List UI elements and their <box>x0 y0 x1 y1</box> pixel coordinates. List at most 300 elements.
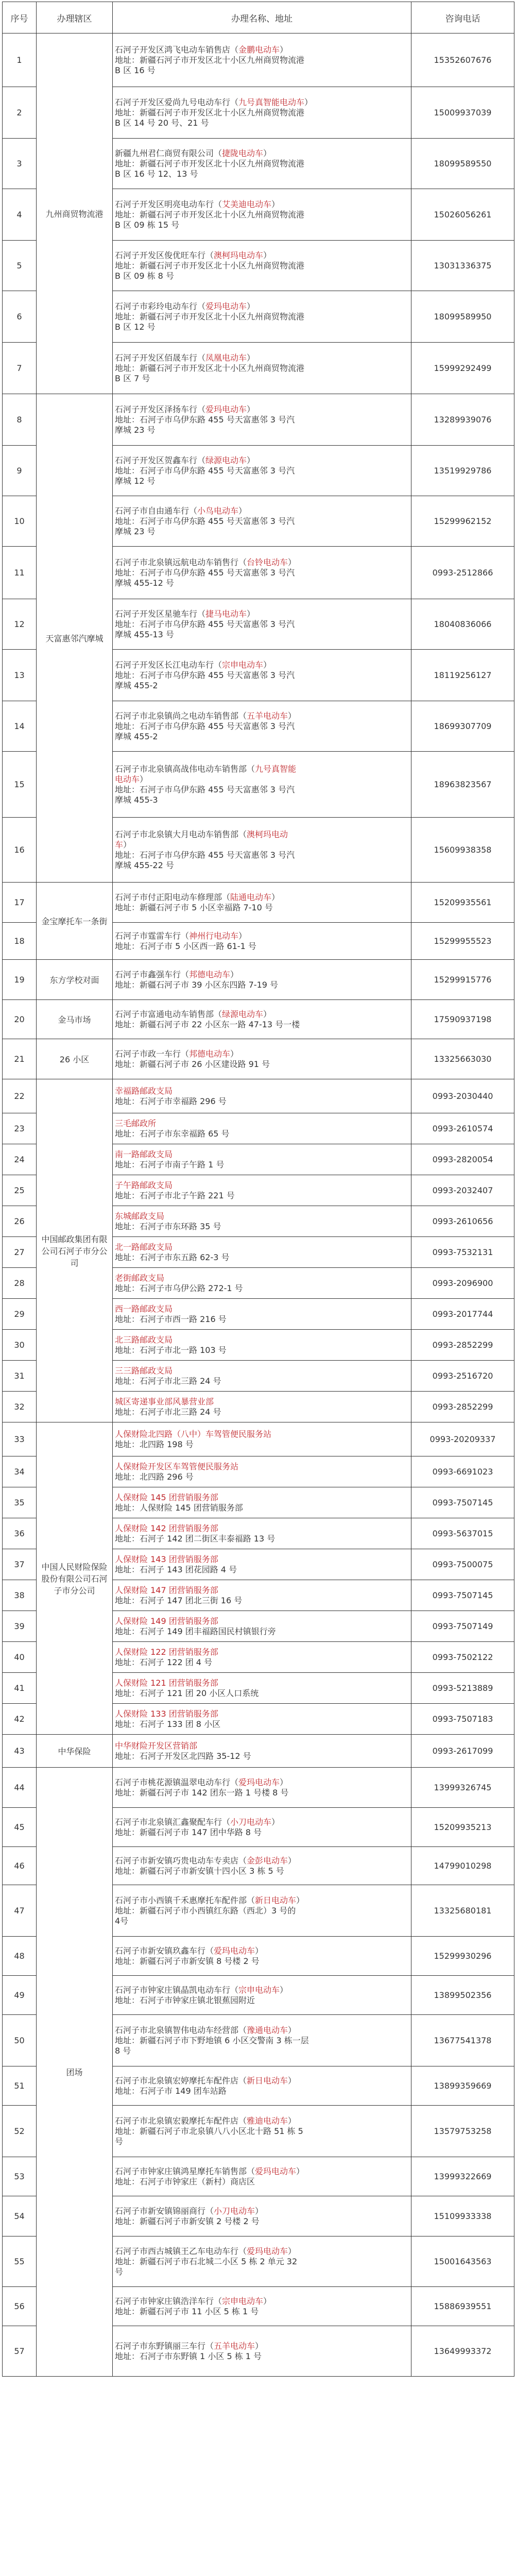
row-number: 42 <box>3 1704 37 1735</box>
row-number: 41 <box>3 1673 37 1704</box>
phone-number: 15001643563 <box>411 2236 514 2287</box>
name-address-cell <box>113 960 411 1000</box>
phone-number: 18119256127 <box>411 650 514 701</box>
row-number: 47 <box>3 1885 37 1937</box>
row-number: 16 <box>3 818 37 883</box>
row-number: 48 <box>3 1937 37 1976</box>
text-line <box>115 1129 409 1139</box>
text-line <box>115 1222 409 1232</box>
name-address-cell <box>113 2236 411 2287</box>
text-line <box>115 1817 409 1827</box>
line-suffix: ） <box>296 2166 305 2176</box>
phone-number: 13325680181 <box>411 1885 514 1937</box>
phone-number: 0993-7507149 <box>411 1611 514 1642</box>
text-line <box>115 2116 409 2126</box>
line-suffix: ） <box>230 1048 239 1059</box>
phone-number: 0993-2820054 <box>411 1144 514 1175</box>
row-number: 14 <box>3 701 37 752</box>
brand-name: 人保财险开发区车驾管便民服务站 <box>115 1461 239 1471</box>
table-row <box>3 1422 514 1456</box>
line-suffix: ） <box>247 352 255 363</box>
table-row <box>3 1079 514 1113</box>
line-text: 地址：石河子市东环路 35 号 <box>115 1221 221 1231</box>
text-line <box>115 1180 409 1191</box>
line-text: 地址：新疆石河子市开发区北十小区九州商贸物流港 <box>115 158 305 168</box>
row-number: 39 <box>3 1611 37 1642</box>
brand-name: 金鹏电动车 <box>238 44 280 55</box>
line-text: 地址：石河子市幸福路 296 号 <box>115 1096 227 1106</box>
text-line <box>115 148 409 159</box>
text-line <box>115 404 409 415</box>
brand-name: 新日电动车 <box>255 1895 297 1905</box>
line-text: 地址：新疆石河子市 22 小区东一路 47-13 号一楼 <box>115 1019 300 1029</box>
line-text: 地址：石河子市北子午路 221 号 <box>115 1190 235 1200</box>
name-address-cell <box>113 241 411 291</box>
line-text: B 区 7 号 <box>115 373 150 383</box>
text-line <box>115 210 409 220</box>
brand-name: 九号真智能电动车 <box>238 97 305 107</box>
area-cell: 金宝摩托车一条街 <box>37 883 113 960</box>
text-line <box>115 568 409 578</box>
brand-name: 人保财险 145 团营销服务部 <box>115 1492 218 1502</box>
line-text: 石河子市自由通车行（ <box>115 505 198 516</box>
row-number: 53 <box>3 2157 37 2196</box>
name-address-cell <box>113 1976 411 2015</box>
line-text: 摩城 455-13 号 <box>115 629 174 639</box>
line-text: 石河子市钟家庄镇鸿星摩托车销售部（ <box>115 2166 255 2176</box>
text-line <box>115 2166 409 2177</box>
row-number: 54 <box>3 2196 37 2236</box>
name-address-cell <box>113 1768 411 1808</box>
line-suffix: ） <box>288 557 297 567</box>
line-text: 石河子市桃花源镇温翠电动车行（ <box>115 1777 239 1787</box>
text-line <box>115 1985 409 1995</box>
text-line <box>115 2267 409 2277</box>
line-text: 石河子开发区明亮电动车行（ <box>115 199 222 209</box>
phone-number: 15209935213 <box>411 1808 514 1847</box>
line-suffix: ） <box>230 969 239 979</box>
text-line <box>115 159 409 169</box>
line-suffix: ） <box>263 2296 272 2306</box>
name-address-cell <box>113 2015 411 2066</box>
line-text: 地址：石河子市乌伊公路 272-1 号 <box>115 1283 243 1293</box>
name-address-cell <box>113 394 411 446</box>
row-number: 57 <box>3 2326 37 2377</box>
line-suffix: ） <box>288 2246 297 2256</box>
line-suffix: ） <box>263 659 272 670</box>
line-suffix: ） <box>280 1777 288 1787</box>
line-text: 地址：新疆石河子市开发区北十小区九州商贸物流港 <box>115 209 305 219</box>
text-line <box>115 1439 409 1450</box>
text-line <box>115 1252 409 1263</box>
line-text: 地址：石河子 143 团花园路 4 号 <box>115 1564 237 1574</box>
text-line <box>115 941 409 952</box>
text-line <box>115 1059 409 1070</box>
phone-number: 0993-7507145 <box>411 1487 514 1518</box>
text-line <box>115 1191 409 1201</box>
text-line <box>115 2296 409 2307</box>
line-text: 地址：石河子市乌伊东路 455 号天富惠邻 3 号汽 <box>115 850 295 860</box>
row-number: 45 <box>3 1808 37 1847</box>
name-address-cell <box>113 1611 411 1642</box>
name-address-cell <box>113 139 411 189</box>
phone-number: 0993-5213889 <box>411 1673 514 1704</box>
phone-number: 15209935561 <box>411 883 514 923</box>
name-address-cell <box>113 923 411 960</box>
line-suffix: ） <box>238 505 247 516</box>
row-number: 46 <box>3 1847 37 1885</box>
brand-name: 宗申电动车 <box>222 2296 264 2306</box>
name-address-cell <box>113 1642 411 1673</box>
table-row <box>3 960 514 1000</box>
row-number: 9 <box>3 446 37 496</box>
row-number: 40 <box>3 1642 37 1673</box>
phone-number: 0993-7507183 <box>411 1704 514 1735</box>
phone-number: 0993-2516720 <box>411 1361 514 1392</box>
phone-number: 0993-2852299 <box>411 1392 514 1422</box>
text-line <box>115 1503 409 1513</box>
text-line <box>115 557 409 568</box>
brand-name: 西一路邮政支局 <box>115 1303 173 1314</box>
row-number: 24 <box>3 1144 37 1175</box>
line-text: 地址：新疆石河子市 26 小区建设路 91 号 <box>115 1059 270 1069</box>
brand-name: 五羊电动车 <box>214 2341 255 2351</box>
text-line <box>115 1751 409 1761</box>
line-text: 地址：石河子市北三路 24 号 <box>115 1376 221 1386</box>
text-line <box>115 2216 409 2227</box>
text-line <box>115 1020 409 1030</box>
line-text: 石河子市北泉镇尚之电动车销售部（ <box>115 710 247 721</box>
name-address-cell <box>113 1113 411 1144</box>
line-text: 地址：新疆石河子市新安镇十四小区 3 栋 5 号 <box>115 1866 284 1876</box>
line-suffix: ） <box>280 44 288 55</box>
line-text: 地址：新疆石河子市石北城二小区 5 栋 2 单元 32 <box>115 2256 298 2266</box>
text-line <box>115 2086 409 2096</box>
text-line <box>115 2257 409 2267</box>
text-line <box>115 903 409 913</box>
brand-name: 凤凰电动车 <box>205 352 247 363</box>
text-line <box>115 1856 409 1866</box>
line-text: B 区 09 栋 8 号 <box>115 270 174 281</box>
text-line <box>115 1429 409 1439</box>
brand-name: 爱玛电动车 <box>238 1777 280 1787</box>
name-address-cell <box>113 1206 411 1237</box>
text-line <box>115 169 409 179</box>
line-text: 石河子开发区俊优旺车行（ <box>115 250 214 260</box>
text-line <box>115 2307 409 2317</box>
name-address-cell <box>113 701 411 752</box>
row-number: 44 <box>3 1768 37 1808</box>
name-address-cell <box>113 1144 411 1175</box>
phone-number: 13999326745 <box>411 1768 514 1808</box>
line-suffix: ） <box>123 839 132 850</box>
name-address-cell <box>113 599 411 650</box>
line-text: 摩城 12 号 <box>115 476 156 486</box>
text-line <box>115 65 409 76</box>
phone-number: 0993-2096900 <box>411 1268 514 1299</box>
line-text: 石河子市付正阳电动车修理部（ <box>115 892 231 902</box>
name-address-cell <box>113 1808 411 1847</box>
line-text: 地址：石河子 122 团 4 号 <box>115 1657 213 1667</box>
line-text: 地址：石河子 133 团 8 小区 <box>115 1719 221 1729</box>
phone-number: 0993-7500075 <box>411 1549 514 1580</box>
row-number: 33 <box>3 1422 37 1456</box>
line-text: 摩城 455-12 号 <box>115 578 174 588</box>
name-address-cell <box>113 1456 411 1487</box>
line-text: B 区 16 号 <box>115 65 156 75</box>
text-line <box>115 840 409 850</box>
phone-number: 18099589550 <box>411 139 514 189</box>
phone-number: 15109933338 <box>411 2196 514 2236</box>
line-text: 地址：新疆石河子市新安镇 8 号楼 2 号 <box>115 1956 260 1966</box>
row-number: 4 <box>3 189 37 241</box>
name-address-cell <box>113 496 411 547</box>
text-line <box>115 1314 409 1325</box>
line-text: 地址：石河子市乌伊东路 455 号天富惠邻 3 号汽 <box>115 414 295 425</box>
row-number: 56 <box>3 2287 37 2326</box>
name-address-cell <box>113 1079 411 1113</box>
phone-number: 15299915776 <box>411 960 514 1000</box>
text-line <box>115 455 409 466</box>
area-cell: 东方学校对面 <box>37 960 113 1000</box>
row-number: 19 <box>3 960 37 1000</box>
line-text: 地址：石河子市东幸福路 65 号 <box>115 1128 230 1139</box>
row-number: 51 <box>3 2066 37 2106</box>
phone-number: 13677541378 <box>411 2015 514 2066</box>
line-suffix: ） <box>238 930 247 941</box>
line-suffix: ） <box>271 1817 280 1827</box>
brand-name: 新日电动车 <box>247 2075 288 2086</box>
line-text: 石河子市北泉镇宏毅摩托车配件店（ <box>115 2115 247 2126</box>
line-text: 地址：石河子市西一路 216 号 <box>115 1314 227 1324</box>
line-suffix: ） <box>288 2115 297 2126</box>
row-number: 49 <box>3 1976 37 2015</box>
line-text: 号 <box>115 2266 124 2277</box>
text-line <box>115 970 409 980</box>
text-line <box>115 1946 409 1956</box>
phone-number: 18040836066 <box>411 599 514 650</box>
line-text: 石河子市鑫强车行（ <box>115 969 190 979</box>
area-cell: 中国邮政集团有限公司石河子市分公司 <box>37 1079 113 1422</box>
dealer-table-container <box>2 2 514 2377</box>
phone-number: 0993-2030440 <box>411 1079 514 1113</box>
phone-number: 13899359669 <box>411 2066 514 2106</box>
brand-name: 爱玛电动车 <box>255 2166 297 2176</box>
text-line <box>115 670 409 681</box>
text-line <box>115 619 409 630</box>
brand-name: 陆通电动车 <box>230 892 272 902</box>
name-address-cell <box>113 1268 411 1299</box>
text-line <box>115 1242 409 1252</box>
text-line <box>115 1596 409 1606</box>
name-address-cell <box>113 1330 411 1361</box>
brand-name: 绿源电动车 <box>222 1009 264 1019</box>
line-text: 地址：新疆石河子市北泉镇八八小区北十路 51 栋 5 <box>115 2126 303 2136</box>
line-text: 地址：石河子市钟家庄镇北银蕉园附近 <box>115 1995 255 2005</box>
phone-number: 18963823567 <box>411 752 514 818</box>
line-text: 石河子市北泉镇远航电动车销售行（ <box>115 557 247 567</box>
line-text: 石河子开发区泽扬车行（ <box>115 404 206 414</box>
line-text: 地址：石河子市东五路 62-3 号 <box>115 1252 230 1262</box>
text-line <box>115 1273 409 1283</box>
text-line <box>115 1335 409 1345</box>
text-line <box>115 415 409 425</box>
name-address-cell <box>113 2287 411 2326</box>
row-number: 7 <box>3 343 37 394</box>
line-text: 石河子市新安镇巧贵电动车专卖店（ <box>115 1855 247 1866</box>
brand-name: 中华财险开发区营销部 <box>115 1740 198 1751</box>
text-line <box>115 2341 409 2351</box>
text-line <box>115 1049 409 1059</box>
brand-name: 澳柯玛电动 <box>247 829 288 839</box>
brand-name: 三三路邮政支局 <box>115 1365 173 1376</box>
name-address-cell <box>113 2157 411 2196</box>
name-address-cell <box>113 2196 411 2236</box>
name-address-cell <box>113 1392 411 1422</box>
row-number: 38 <box>3 1580 37 1611</box>
line-text: 石河子市东野镇丽三车行（ <box>115 2341 214 2351</box>
line-text: 石河子市北泉镇智伟电动车经营部（ <box>115 2025 247 2035</box>
brand-name: 人保财险北四路（八中）车驾管便民服务站 <box>115 1429 272 1439</box>
brand-name: 三毛邮政所 <box>115 1118 157 1128</box>
line-suffix: ） <box>255 1945 264 1956</box>
phone-number: 0993-7507145 <box>411 1580 514 1611</box>
brand-name: 人保财险 142 团营销服务部 <box>115 1523 218 1533</box>
brand-name: 北一路邮政支局 <box>115 1242 173 1252</box>
brand-name: 人保财险 149 团营销服务部 <box>115 1616 218 1626</box>
phone-number: 0993-2032407 <box>411 1175 514 1206</box>
row-number: 11 <box>3 547 37 599</box>
text-line <box>115 97 409 108</box>
phone-number: 15009937039 <box>411 87 514 139</box>
text-line <box>115 1788 409 1798</box>
phone-number: 0993-2512866 <box>411 547 514 599</box>
text-line <box>115 1086 409 1096</box>
line-text: 石河子市小西镇千禾惠摩托车配件部（ <box>115 1895 255 1905</box>
name-address-cell <box>113 1937 411 1976</box>
line-text: 摩城 455-2 <box>115 680 158 690</box>
line-text: B 区 09 栋 15 号 <box>115 219 180 230</box>
text-line <box>115 1472 409 1482</box>
line-suffix: ） <box>280 1985 288 1995</box>
line-text: 地址：石河子 147 团北三街 16 号 <box>115 1595 243 1605</box>
text-line <box>115 312 409 322</box>
line-text: 地址：石河子市南子午路 1 号 <box>115 1159 225 1170</box>
line-suffix: ） <box>255 2206 264 2216</box>
line-suffix: ） <box>263 148 272 158</box>
name-address-cell <box>113 547 411 599</box>
text-line <box>115 1678 409 1688</box>
row-number: 30 <box>3 1330 37 1361</box>
line-text: 地址：新疆石河子市 5 小区幸福路 7-10 号 <box>115 902 273 912</box>
line-text: 地址：新疆石河子市 39 小区东四路 7-19 号 <box>115 979 279 990</box>
text-line <box>115 1462 409 1472</box>
text-line <box>115 425 409 435</box>
brand-name: 艾美迪电动车 <box>222 199 272 209</box>
phone-number: 13031336375 <box>411 241 514 291</box>
text-line <box>115 1626 409 1637</box>
line-text: 地址：石河子市北三路 24 号 <box>115 1406 221 1417</box>
row-number: 34 <box>3 1456 37 1487</box>
line-suffix: ） <box>271 199 280 209</box>
line-text: 地址：石河子市乌伊东路 455 号天富惠邻 3 号汽 <box>115 784 295 794</box>
brand-name: 雅迪电动车 <box>247 2115 288 2126</box>
line-text: 4号 <box>115 1916 129 1926</box>
text-line <box>115 660 409 670</box>
text-line <box>115 271 409 281</box>
phone-number: 15352607676 <box>411 33 514 87</box>
name-address-cell <box>113 1580 411 1611</box>
table-row <box>3 1768 514 1808</box>
row-number: 55 <box>3 2236 37 2287</box>
name-address-cell <box>113 1673 411 1704</box>
line-text: 地址：石河子市乌伊东路 455 号天富惠邻 3 号汽 <box>115 670 295 680</box>
text-line <box>115 764 409 774</box>
line-text: 石河子市北泉镇汇鑫聚配车行（ <box>115 1817 231 1827</box>
text-line <box>115 2076 409 2086</box>
row-number: 26 <box>3 1206 37 1237</box>
name-address-cell <box>113 2326 411 2377</box>
brand-name: 小刀电动车 <box>230 1817 272 1827</box>
line-text: 地址：新疆石河子市小西镇红东路（西北）3 号的 <box>115 1905 296 1916</box>
area-cell: 中华保险 <box>37 1735 113 1768</box>
phone-number: 0993-6691023 <box>411 1456 514 1487</box>
name-address-cell <box>113 1518 411 1549</box>
line-text: B 区 14 号 20 号、21 号 <box>115 117 209 128</box>
text-line <box>115 2246 409 2257</box>
row-number: 1 <box>3 33 37 87</box>
brand-name: 幸福路邮政支局 <box>115 1086 173 1096</box>
row-number: 17 <box>3 883 37 923</box>
text-line <box>115 1895 409 1906</box>
phone-number: 0993-2017744 <box>411 1299 514 1330</box>
brand-name: 人保财险 122 团营销服务部 <box>115 1647 218 1657</box>
line-text: 地址：石河子开发区北四路 35-12 号 <box>115 1751 251 1761</box>
row-number: 20 <box>3 1000 37 1039</box>
name-address-cell <box>113 1299 411 1330</box>
line-text: 石河子市霆雷车行（ <box>115 930 190 941</box>
text-line <box>115 2046 409 2056</box>
name-address-cell <box>113 1735 411 1768</box>
header-tel: 咨询电话 <box>411 2 514 33</box>
text-line <box>115 1096 409 1107</box>
phone-number: 0993-7532131 <box>411 1237 514 1268</box>
phone-number: 0993-2617099 <box>411 1735 514 1768</box>
line-text: 地址：新疆石河子市开发区北十小区九州商贸物流港 <box>115 363 305 373</box>
phone-number: 15299955523 <box>411 923 514 960</box>
text-line <box>115 711 409 721</box>
text-line <box>115 2126 409 2137</box>
line-text: 地址：新疆石河子市 11 小区 5 栋 1 号 <box>115 2306 259 2316</box>
line-text: B 区 12 号 <box>115 321 156 332</box>
row-number: 10 <box>3 496 37 547</box>
line-text: 石河子市彩玲电动车行（ <box>115 301 206 311</box>
name-address-cell <box>113 2066 411 2106</box>
text-line <box>115 374 409 384</box>
brand-name: 车 <box>115 839 124 850</box>
line-text: 地址：新疆石河子市开发区北十小区九州商贸物流港 <box>115 107 305 117</box>
header-no: 序号 <box>3 2 37 33</box>
line-text: 地址：新疆石河子市下野地镇 6 小区交警南 3 栋一层 <box>115 2035 309 2045</box>
row-number: 22 <box>3 1079 37 1113</box>
text-line <box>115 250 409 261</box>
line-text: 地址：石河子市东野镇 1 小区 5 栋 1 号 <box>115 2351 262 2361</box>
name-address-cell <box>113 33 411 87</box>
text-line <box>115 476 409 486</box>
name-address-cell <box>113 189 411 241</box>
phone-number: 17590937198 <box>411 1000 514 1039</box>
line-text: 地址：石河子市乌伊东路 455 号天富惠邻 3 号汽 <box>115 465 295 476</box>
